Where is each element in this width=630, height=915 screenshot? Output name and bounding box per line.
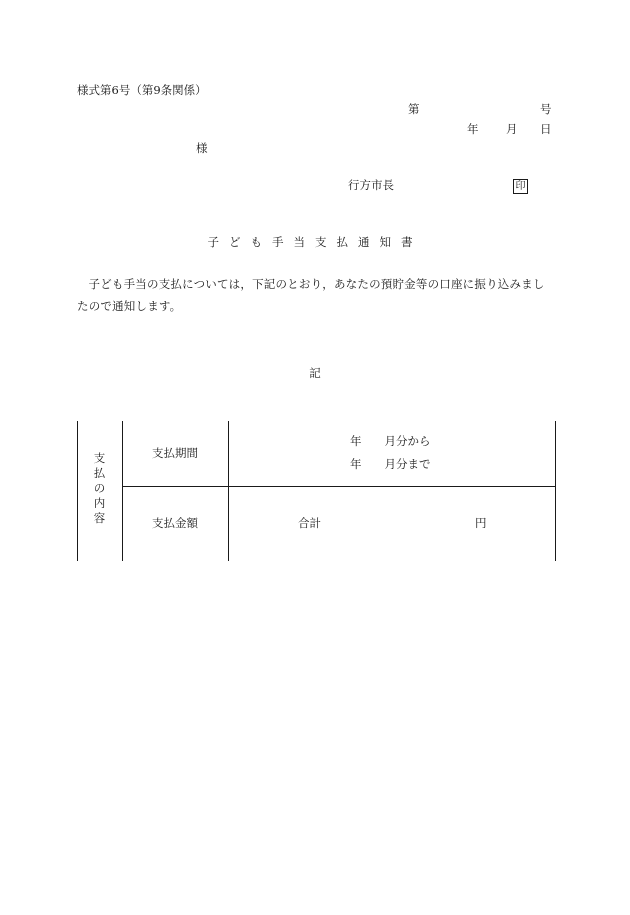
form-number: 様式第6号（第9条関係） [77,83,207,97]
payment-total-label: 合計 [298,516,321,530]
table-divider-label [228,421,229,561]
issuer-name: 行方市長 [348,178,394,192]
row-header-char: 容 [93,511,106,525]
table-row-divider [122,486,556,487]
date-month-label: 月 [506,122,518,136]
seal-mark: 印 [513,179,528,194]
body-paragraph: 子ども手当の支払については，下記のとおり，あなたの預貯金等の口座に振り込みましたので通知します。 [77,277,545,313]
document-number-suffix: 号 [540,102,552,116]
ki-heading: 記 [309,366,321,380]
payment-period-to: 年 月分まで [350,457,431,471]
table-divider-header [122,421,123,561]
row-header-char: 支 [93,451,106,465]
document-number-prefix: 第 [408,102,420,116]
date-year-label: 年 [467,122,479,136]
document-title: 子ども手当支払通知書 [207,235,423,249]
payment-amount-unit: 円 [475,516,487,530]
payment-period-from: 年 月分から [350,434,431,448]
payment-period-label: 支払期間 [152,446,198,460]
table-border-right [555,421,556,561]
payment-detail-table [77,421,556,561]
row-header-char: の [93,481,106,495]
row-header-char: 払 [93,466,106,480]
row-header-payment-content [77,451,122,526]
payment-amount-label: 支払金額 [152,516,198,530]
addressee-honorific: 様 [196,141,208,155]
row-header-char: 内 [93,496,106,510]
date-day-label: 日 [540,122,552,136]
